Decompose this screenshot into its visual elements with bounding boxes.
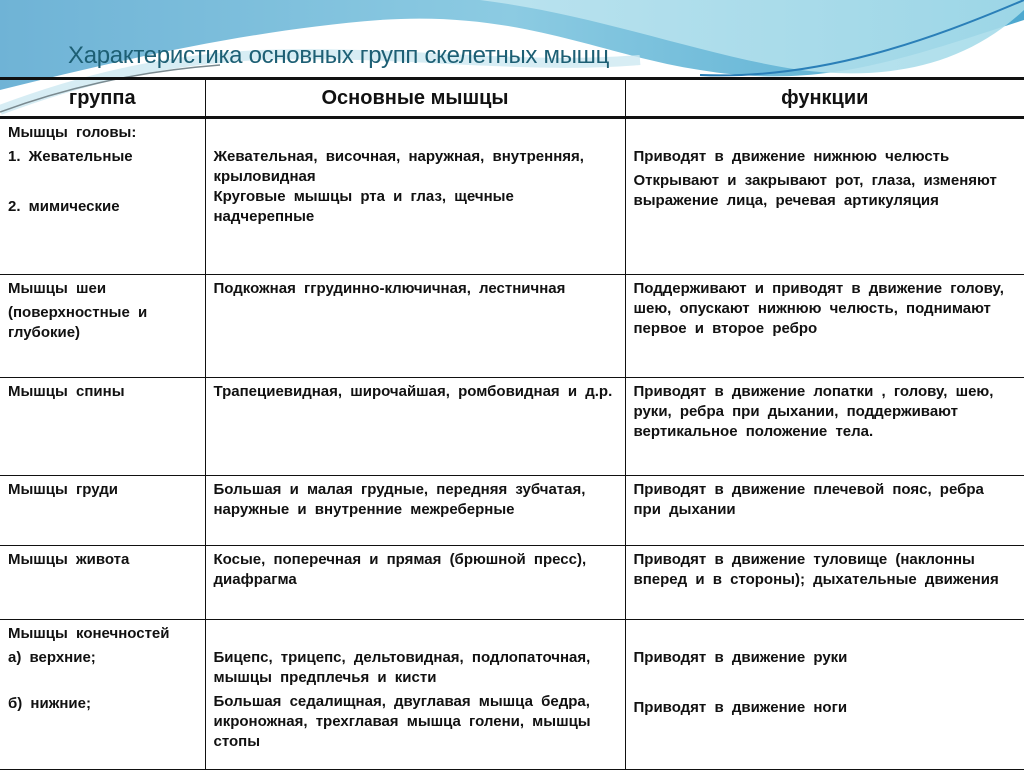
muscles-cell: Большая и малая грудные, передняя зубчатая, наружные и внутренние межреберные: [205, 476, 625, 546]
group-text: 1. Жевательные: [8, 148, 133, 165]
group-text: а) верхние;: [8, 649, 96, 666]
table-row: [0, 378, 1024, 476]
group-cell: Мышцы груди: [0, 476, 205, 546]
group-cell: [0, 620, 205, 770]
group-text: (поверхностные и глубокие): [8, 304, 148, 341]
table-row: [0, 118, 1024, 275]
group-cell: [0, 118, 205, 275]
group-text: Мышцы головы:: [8, 124, 137, 141]
muscles-cell: [205, 118, 625, 275]
table-row: [0, 275, 1024, 378]
group-cell: Мышцы живота: [0, 546, 205, 620]
functions-cell: [625, 620, 1024, 770]
muscles-text: Круговые мышцы рта и глаз, щечные надчерепные: [213, 188, 514, 225]
group-cell: Мышцы спины: [0, 378, 205, 476]
muscles-text: Бицепс, трицепс, дельтовидная, подлопаточная, мышцы предплечья и кисти: [213, 649, 591, 686]
muscle-groups-table: [0, 77, 1024, 770]
table-row: [0, 546, 1024, 620]
functions-text: Открывают и закрывают рот, глаза, изменяют выражение лица, речевая артикуляция: [633, 172, 997, 209]
muscles-text: Жевательная, височная, наружная, внутренняя, крыловидная: [213, 148, 584, 185]
table-header-row: [0, 79, 1024, 118]
functions-cell: Приводят в движение туловище (наклонны вперед и в стороны); дыхательные движения: [625, 546, 1024, 620]
slide-title: Характеристика основных групп скелетных мышц: [68, 42, 610, 69]
functions-text: Приводят в движение нижнюю челюсть: [633, 148, 950, 165]
group-text: б) нижние;: [8, 695, 91, 712]
muscles-cell: Подкожная ггрудинно-ключичная, лестничная: [205, 275, 625, 378]
group-text: 2. мимические: [8, 198, 120, 215]
functions-cell: [625, 118, 1024, 275]
functions-text: Приводят в движение ноги: [633, 699, 848, 716]
group-cell: [0, 275, 205, 378]
header-muscles: Основные мышцы: [205, 79, 625, 118]
muscles-cell: [205, 620, 625, 770]
muscles-cell: Косые, поперечная и прямая (брюшной пресс), диафрагма: [205, 546, 625, 620]
functions-cell: Приводят в движение лопатки , голову, шею, руки, ребра при дыхании, поддерживают вертикальное положение тела.: [625, 378, 1024, 476]
functions-cell: Поддерживают и приводят в движение голову, шею, опускают нижнюю челюсть, поднимают первое и второе ребро: [625, 275, 1024, 378]
functions-text: Приводят в движение руки: [633, 649, 848, 666]
header-group: группа: [0, 79, 205, 118]
header-functions: функции: [625, 79, 1024, 118]
muscles-cell: Трапециевидная, широчайшая, ромбовидная и д.р.: [205, 378, 625, 476]
table-row: [0, 476, 1024, 546]
functions-cell: Приводят в движение плечевой пояс, ребра при дыхании: [625, 476, 1024, 546]
muscles-text: Большая седалищная, двуглавая мышца бедра, икроножная, трехглавая мышца голени, мышцы стопы: [213, 693, 591, 750]
group-text: Мышцы конечностей: [8, 625, 170, 642]
group-text: Мышцы шеи: [8, 280, 107, 297]
table-row: [0, 620, 1024, 770]
